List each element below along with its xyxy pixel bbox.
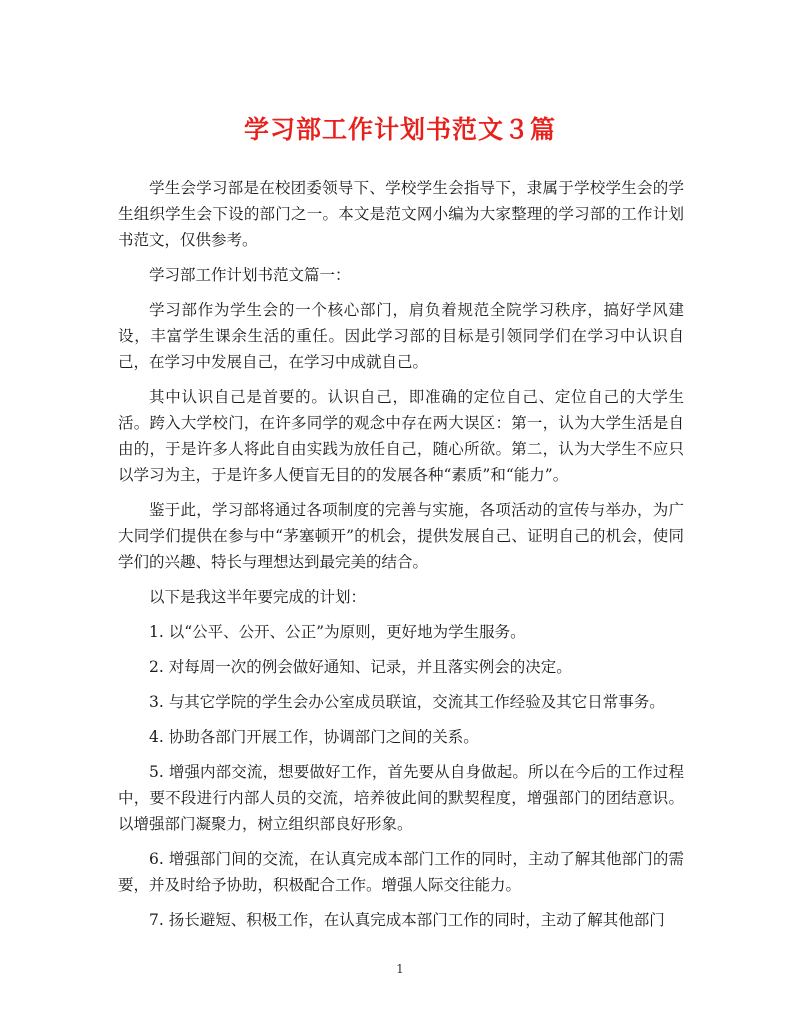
document-body — [118, 175, 684, 942]
paragraph-role: 学习部作为学生会的一个核心部门，肩负着规范全院学习秩序，搞好学风建设，丰富学生课余生活的重任。因此学习部的目标是引领同学们在学习中认识自己，在学习中发展自己，在学习中成就自己。 — [118, 301, 684, 371]
list-item: 1. 以“公平、公开、公正”为原则，更好地为学生服务。 — [149, 623, 526, 641]
list-item: 2. 对每周一次的例会做好通知、记录，并且落实例会的决定。 — [149, 658, 572, 676]
list-item: 3. 与其它学院的学生会办公室成员联谊，交流其工作经验及其它日常事务。 — [149, 693, 665, 711]
paragraph-intro: 学生会学习部是在校团委领导下、学校学生会指导下，隶属于学校学生会的学生组织学生会下设的部门之一。本文是范文网小编为大家整理的学习部的工作计划书范文，仅供参考。 — [118, 179, 684, 249]
list-item: 5. 增强内部交流，想要做好工作，首先要从自身做起。所以在今后的工作过程中，要不段进行内部人员的交流，培养彼此间的默契程度，增强部门的团结意识。以增强部门凝聚力，树立组织部良好形象。 — [118, 763, 684, 833]
paragraph-approach: 鉴于此，学习部将通过各项制度的完善与实施，各项活动的宣传与举办，为广大同学们提供在参与中“茅塞顿开”的机会，提供发展自己、证明自己的机会，使同学们的兴趣、特长与理想达到最完美的结合。 — [118, 501, 684, 571]
list-item: 7. 扬长避短、积极工作，在认真完成本部门工作的同时，主动了解其他部门 — [149, 911, 665, 929]
page-number: 1 — [396, 962, 404, 976]
list-item: 6. 增强部门间的交流，在认真完成本部门工作的同时，主动了解其他部门的需要，并及时给予协助，积极配合工作。增强人际交往能力。 — [118, 850, 684, 894]
paragraph-section-heading: 学习部工作计划书范文篇一： — [149, 266, 351, 284]
paragraph-plan-intro: 以下是我这半年要完成的计划： — [149, 588, 367, 606]
list-item: 4. 协助各部门开展工作，协调部门之间的关系。 — [149, 728, 479, 746]
page-title: 学习部工作计划书范文３篇 — [243, 115, 556, 144]
paragraph-self-knowledge: 其中认识自己是首要的。认识自己，即准确的定位自己、定位自己的大学生活。跨入大学校门，在许多同学的观念中存在两大误区：第一，认为大学生活是自由的，于是许多人将此自由实践为放任自己，随心所欲。第二，认为大学生不应只以学习为主，于是许多人便盲无目的的发展各种“素质”和“能力”。 — [118, 388, 684, 484]
